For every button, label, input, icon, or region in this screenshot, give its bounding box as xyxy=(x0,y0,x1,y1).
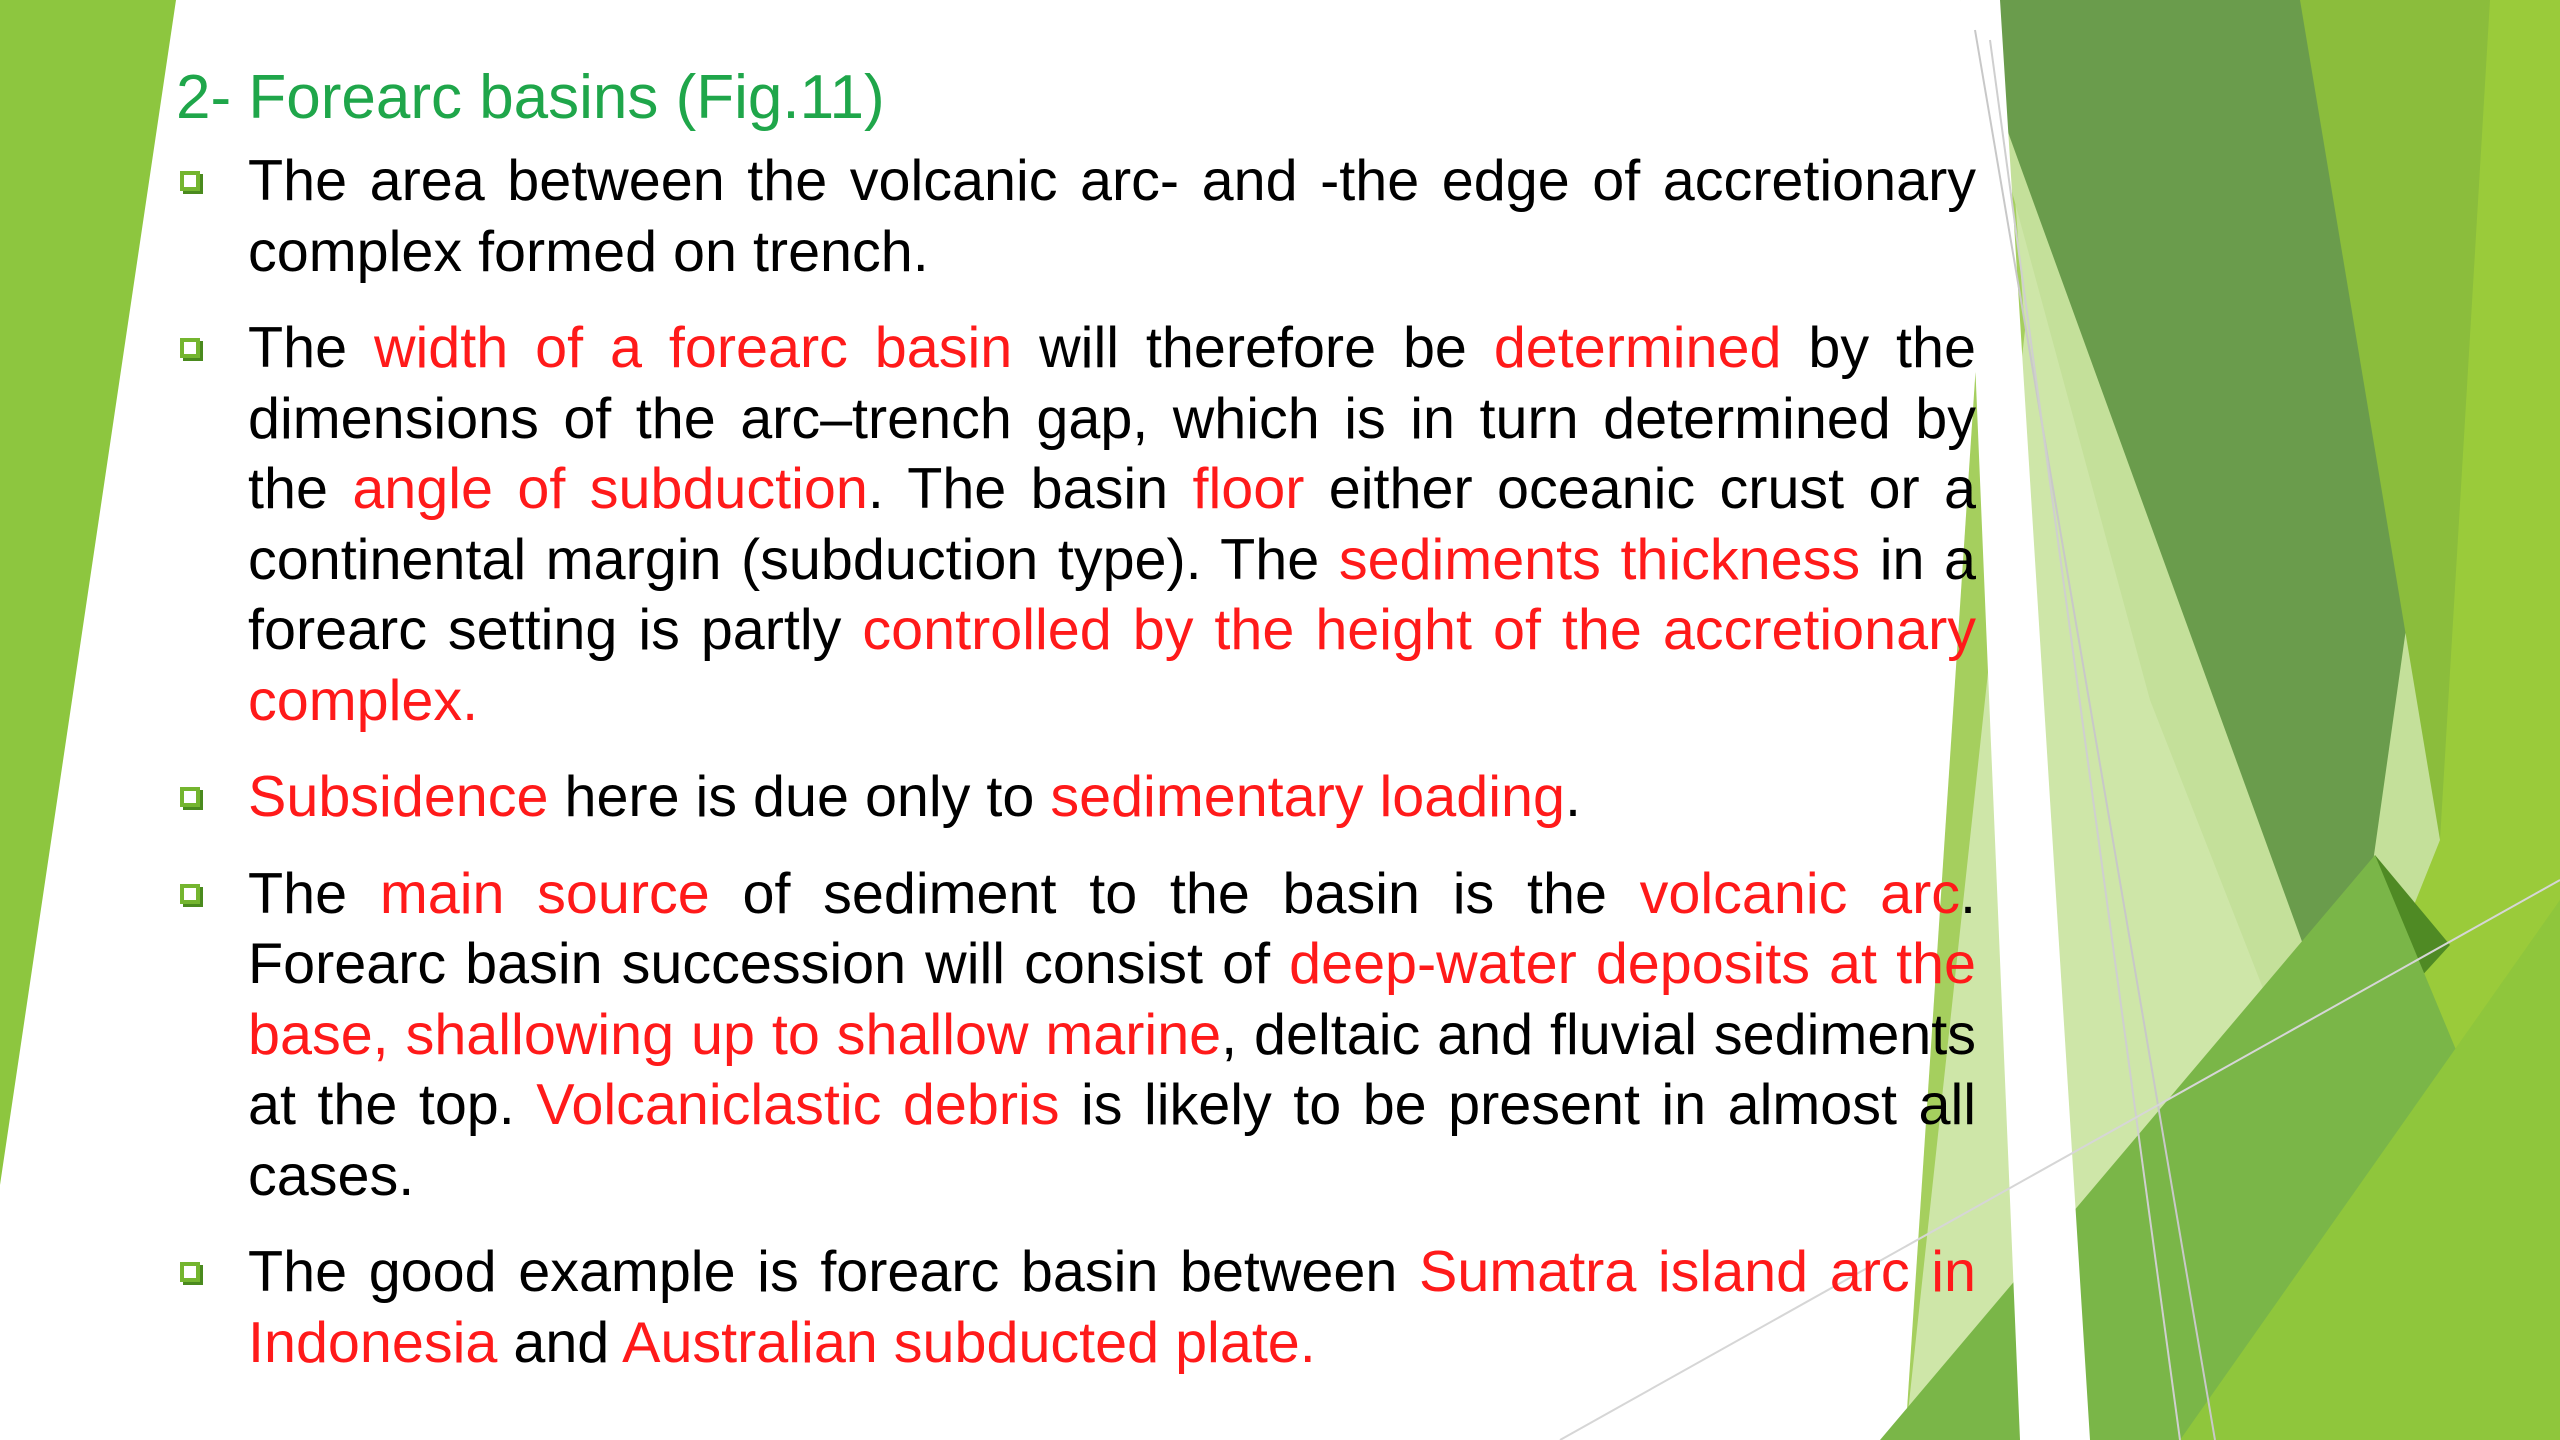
highlight-segment: determined xyxy=(1493,316,1782,380)
text-segment: will therefore be xyxy=(1012,316,1494,380)
bullet-list xyxy=(174,146,1976,1378)
text-segment: of sediment to the basin is the xyxy=(709,861,1640,926)
bullet-text xyxy=(248,316,1976,733)
hollow-square-bullet-icon xyxy=(180,338,200,358)
text-segment: by the dimensions of the arc–trench gap, which is in turn determined by the xyxy=(248,316,1976,521)
highlight-segment: Volcaniclastic debris xyxy=(536,1073,1060,1137)
bullet-text xyxy=(248,765,1581,829)
slide-title: 2- Forearc basins (Fig.11) xyxy=(176,63,885,132)
highlight-segment: angle of subduction xyxy=(352,457,868,521)
highlight-segment: main source xyxy=(379,861,710,926)
text-segment: and xyxy=(497,1310,623,1375)
bullet-item xyxy=(174,1237,1976,1378)
highlight-segment: sediments thickness xyxy=(1338,527,1861,592)
hollow-square-bullet-icon xyxy=(180,787,200,807)
highlight-segment: width of a forearc basin xyxy=(374,316,1013,380)
text-segment: is likely to be present in almost all cases. xyxy=(248,1073,1976,1208)
bullet-text xyxy=(248,149,1976,284)
highlight-segment: Subsidence xyxy=(248,765,549,829)
bullet-item xyxy=(174,762,1976,833)
bullet-item xyxy=(174,146,1976,287)
text-segment: The good example is forearc basin between xyxy=(248,1240,1419,1304)
text-segment: in a forearc setting is partly xyxy=(248,527,1976,662)
text-segment: . xyxy=(1564,765,1581,829)
text-segment: here is due only to xyxy=(548,765,1051,829)
text-segment: The area between the volcanic arc- and -the edge of accretionary complex formed on trench. xyxy=(248,149,1976,284)
highlight-segment: volcanic arc xyxy=(1639,861,1960,926)
left-green-facet xyxy=(0,0,176,1185)
bullet-text xyxy=(248,1240,1976,1375)
text-segment: The xyxy=(248,316,374,380)
highlight-segment: sedimentary loading xyxy=(1050,765,1565,829)
highlight-segment: Australian subducted plate. xyxy=(622,1310,1316,1375)
highlight-segment: floor xyxy=(1192,457,1305,521)
bullet-text xyxy=(248,862,1976,1208)
text-segment: The xyxy=(248,861,380,926)
bullet-item xyxy=(174,859,1976,1212)
highlight-segment: Sumatra island arc in Indonesia xyxy=(248,1240,1977,1375)
bullet-item xyxy=(174,313,1976,736)
slide-content xyxy=(174,58,1976,1404)
hollow-square-bullet-icon xyxy=(180,171,200,191)
hollow-square-bullet-icon xyxy=(180,884,200,904)
hollow-square-bullet-icon xyxy=(180,1262,200,1282)
text-segment: . Forearc basin succession will consist of xyxy=(248,861,1976,996)
text-segment: either oceanic crust or a continental margin (subduction type). The xyxy=(248,457,1977,592)
text-segment: . The basin xyxy=(867,457,1193,521)
highlight-segment: deep-water deposits at the base, shallowing up to shallow marine xyxy=(248,932,1976,1067)
highlight-segment: controlled by the height of the accretionary complex. xyxy=(248,598,1977,733)
text-segment: , deltaic and fluvial sediments at the top. xyxy=(248,1002,1976,1137)
